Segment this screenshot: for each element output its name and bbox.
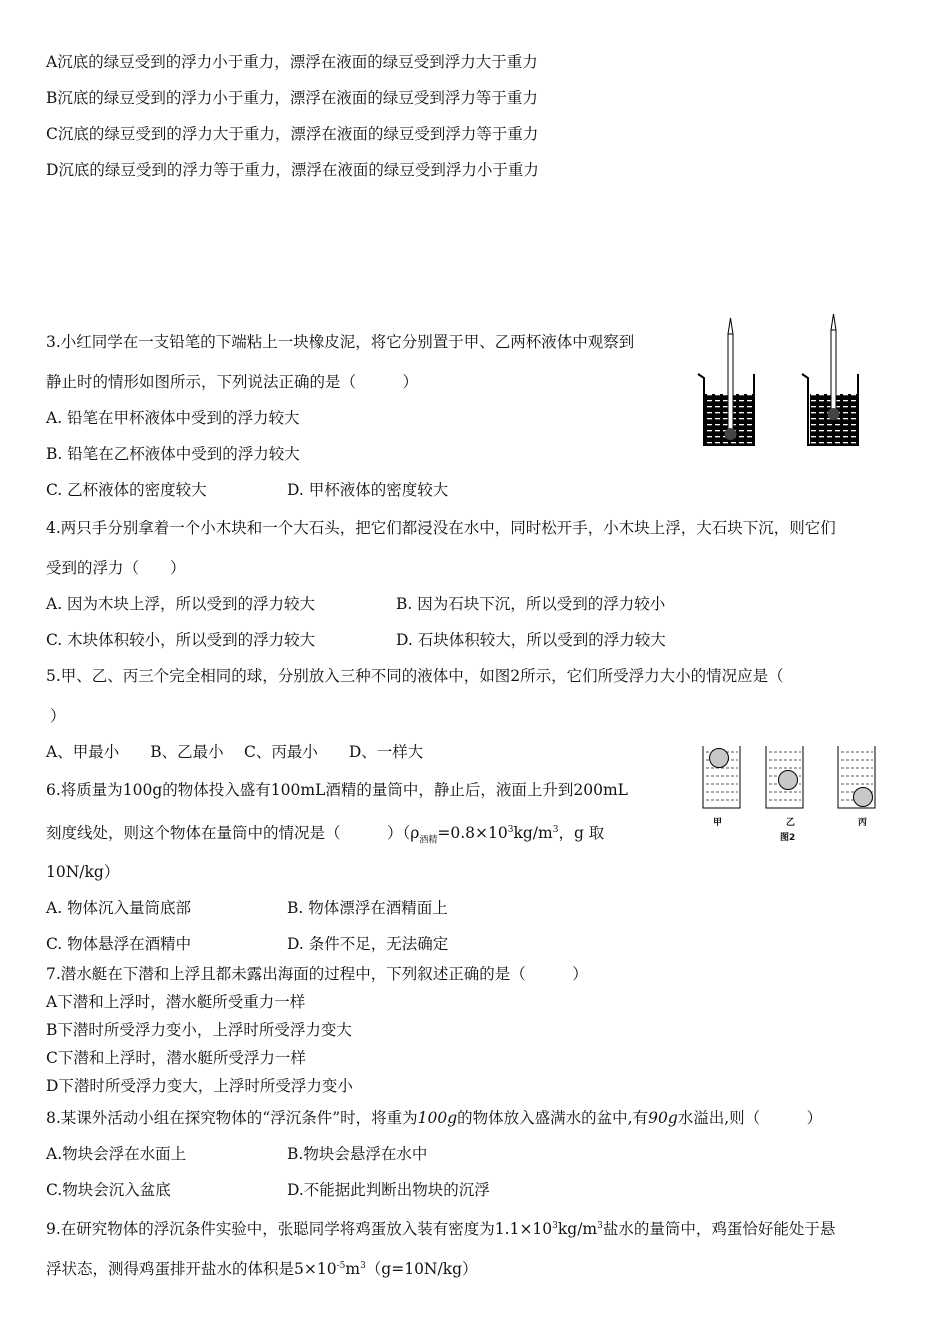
q7-option-a: A下潜和上浮时，潜水艇所受重力一样 [46, 993, 306, 1011]
beaker-jia [698, 318, 754, 445]
q6-stem-line2: 刻度线处，则这个物体在量筒中的情况是（ ）（$\rho_{酒精}=0.8\times 10^3kg/m^3$，g 取 [46, 824, 605, 846]
q2-option-b: B沉底的绿豆受到的浮力小于重力，漂浮在液面的绿豆受到浮力等于重力 [46, 89, 538, 107]
ball-bing [854, 788, 873, 807]
q8-option-c: C.物块会沉入盆底 [46, 1181, 171, 1199]
q4-option-d: D. 石块体积较大，所以受到的浮力较大 [396, 631, 666, 649]
q8-option-a: A.物块会浮在水面上 [46, 1145, 187, 1163]
q5-stem-line2: ） [50, 707, 66, 725]
fig2-label-yi: 乙 [786, 818, 796, 828]
pencil-beakers-figure [690, 314, 890, 454]
q4-stem-line2: 受到的浮力（ ） [46, 559, 186, 577]
q9-stem-line1: 9.在研究物体的浮沉条件实验中，张聪同学将鸡蛋放入装有密度为$1.1\times 10^3kg/m^3$盐水的量筒中，鸡蛋恰好能处于悬 [46, 1220, 836, 1239]
fig2-caption: 图2 [780, 833, 796, 843]
q9-stem-line2: 浮状态，测得鸡蛋排开盐水的体积是$5\times 10^{-5}m^3(g=10N/kg)$ [46, 1260, 478, 1279]
q6-stem-line3: 10N/kg） [46, 863, 120, 881]
beaker-yi [802, 314, 858, 445]
q8-stem: 8.某课外活动小组在探究物体的“浮沉条件”时，将重为100g的物体放入盛满水的盆中,有90g水溢出,则（ ） [46, 1109, 823, 1127]
q6-option-a: A. 物体沉入量筒底部 [46, 899, 192, 917]
q7-option-b: B下潜时所受浮力变小，上浮时所受浮力变大 [46, 1021, 352, 1039]
q5-options: A、甲最小 B、乙最小 C、丙最小 D、一样大 [46, 743, 424, 761]
ball-yi [779, 771, 798, 790]
q8-option-d: D.不能据此判断出物块的沉浮 [287, 1181, 490, 1199]
q2-option-a: A沉底的绿豆受到的浮力小于重力，漂浮在液面的绿豆受到浮力大于重力 [46, 53, 538, 71]
q4-option-c: C. 木块体积较小，所以受到的浮力较大 [46, 631, 316, 649]
q3-stem-line1: 3.小红同学在一支铅笔的下端粘上一块橡皮泥，将它分别置于甲、乙两杯液体中观察到 [46, 333, 635, 351]
fig2-label-jia: 甲 [713, 818, 723, 828]
q7-stem: 7.潜水艇在下潜和上浮且都未露出海面的过程中，下列叙述正确的是（ ） [46, 965, 588, 983]
q8-option-b: B.物块会悬浮在水中 [287, 1145, 428, 1163]
ball-beakers-figure [700, 742, 890, 814]
q6-stem-line1: 6.将质量为100g的物体投入盛有100mL酒精的量筒中，静止后，液面上升到200mL [46, 781, 628, 799]
q3-option-c: C. 乙杯液体的密度较大 [46, 481, 207, 499]
q3-option-b: B. 铅笔在乙杯液体中受到的浮力较大 [46, 445, 300, 463]
q6-option-b: B. 物体漂浮在酒精面上 [287, 899, 448, 917]
q2-option-c: C沉底的绿豆受到的浮力大于重力，漂浮在液面的绿豆受到浮力等于重力 [46, 125, 539, 143]
q4-option-a: A. 因为木块上浮，所以受到的浮力较大 [46, 595, 316, 613]
q2-option-d: D沉底的绿豆受到的浮力等于重力，漂浮在液面的绿豆受到浮力小于重力 [46, 161, 539, 179]
q3-option-a: A. 铅笔在甲杯液体中受到的浮力较大 [46, 409, 300, 427]
q3-option-d: D. 甲杯液体的密度较大 [287, 481, 449, 499]
q7-option-d: D下潜时所受浮力变大，上浮时所受浮力变小 [46, 1077, 353, 1095]
ball-jia [710, 749, 729, 768]
q6-option-d: D. 条件不足，无法确定 [287, 935, 449, 953]
q6-option-c: C. 物体悬浮在酒精中 [46, 935, 192, 953]
q7-option-c: C下潜和上浮时，潜水艇所受浮力一样 [46, 1049, 306, 1067]
q5-stem-line1: 5.甲、乙、丙三个完全相同的球，分别放入三种不同的液体中，如图2所示，它们所受浮力大小的情况应是（ [46, 667, 784, 685]
q4-stem-line1: 4.两只手分别拿着一个小木块和一个大石头，把它们都浸没在水中，同时松开手，小木块上浮，大石块下沉，则它们 [46, 519, 836, 537]
q4-option-b: B. 因为石块下沉，所以受到的浮力较小 [396, 595, 666, 613]
q3-stem-line2: 静止时的情形如图所示，下列说法正确的是（ ） [46, 373, 419, 391]
fig2-label-bing: 丙 [858, 818, 868, 828]
